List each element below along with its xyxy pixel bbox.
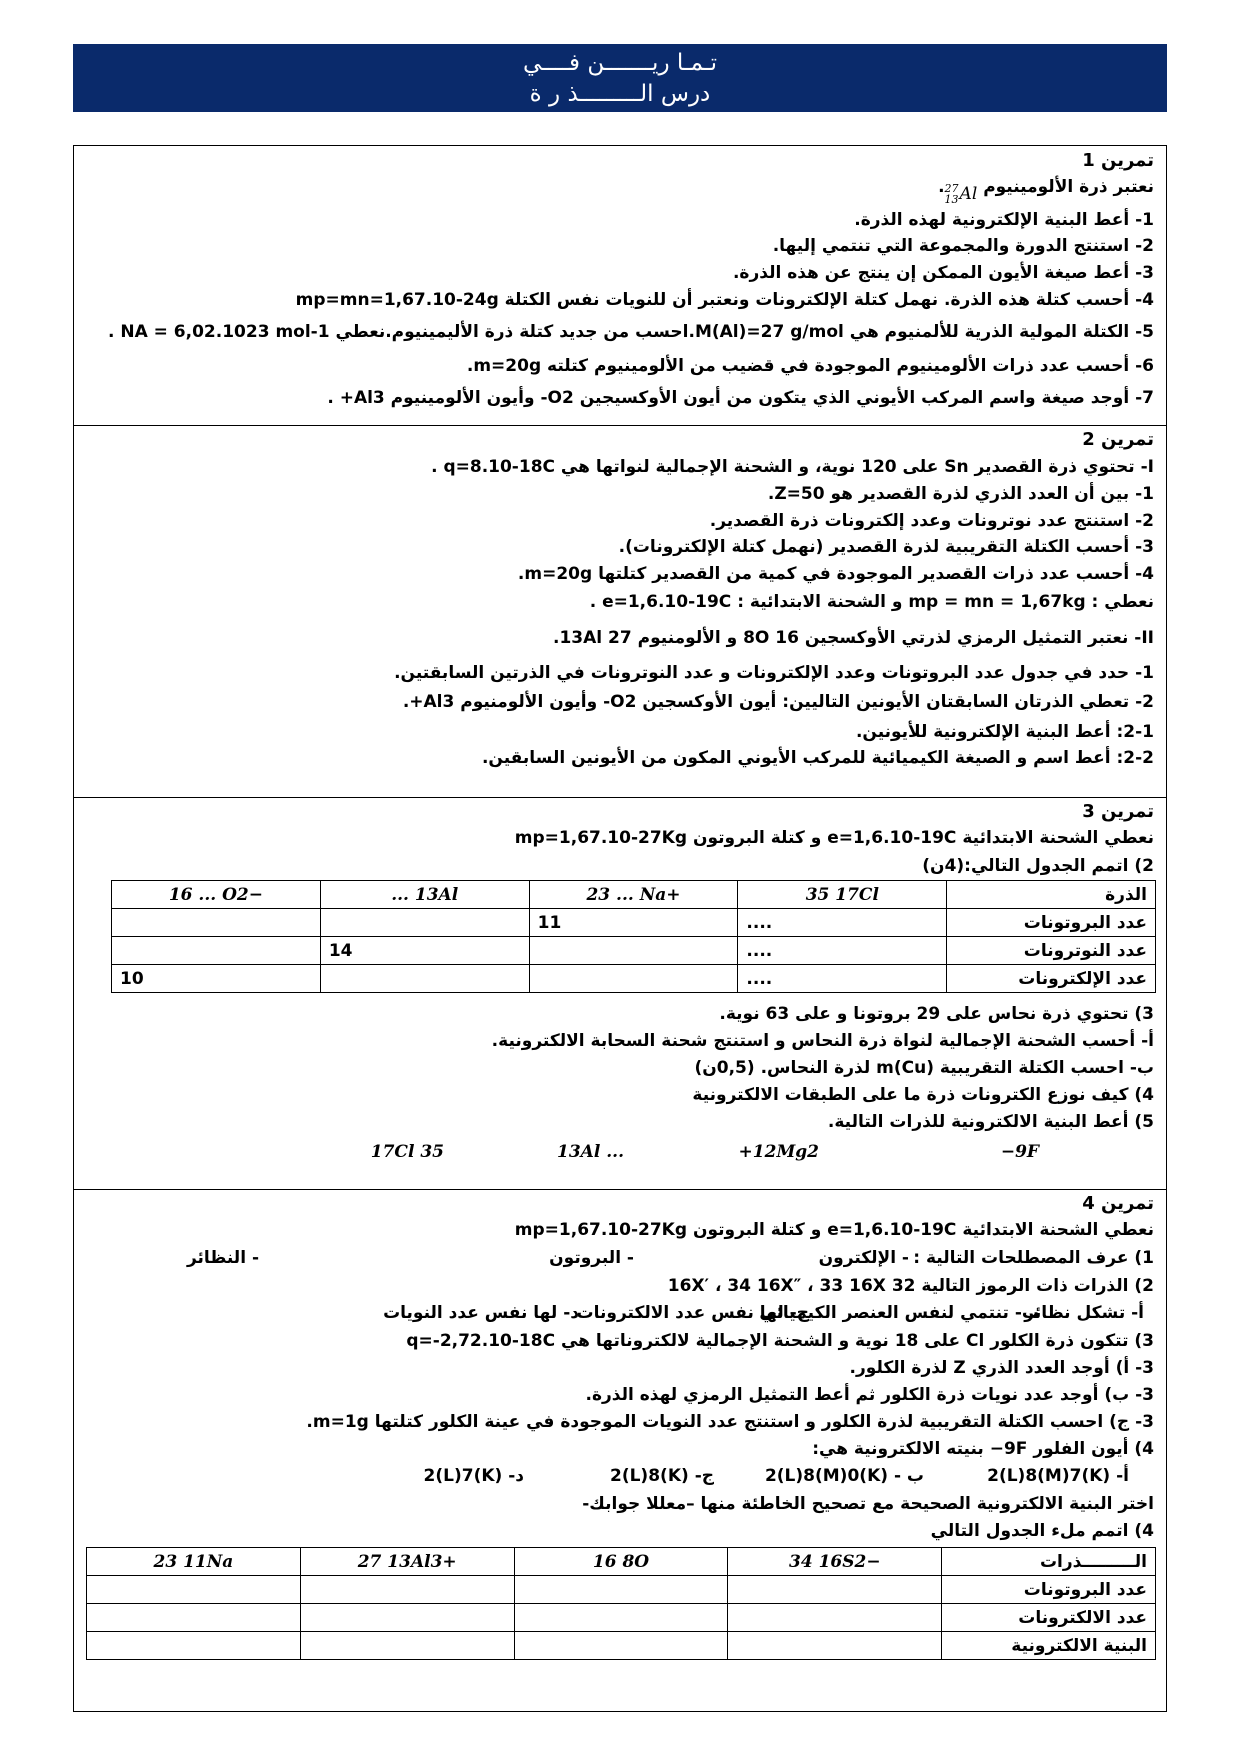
header-line-2: درس الـــــــــذ ر ة — [529, 81, 711, 107]
ex2-ii-q22: 2-2: أعط اسم و الصيغة الكيميائية للمركب الأيوني المكون من الأيونين السابقين. — [481, 748, 1154, 768]
atom-symbol: 35 17Cl — [370, 1142, 444, 1162]
ex3-title: تمرين 3 — [1082, 801, 1154, 822]
table-row — [87, 1576, 1156, 1604]
ex2-q4: 4- أحسب عدد ذرات القصدير الموجودة في كمية من القصدير كتلتها m=20g. — [517, 564, 1154, 584]
table-row — [87, 1604, 1156, 1632]
table-cell — [300, 1576, 514, 1604]
term: - النظائر — [186, 1248, 259, 1268]
ex2-ii-q21: 2-1: أعط البنية الإلكترونية للأيونين. — [855, 722, 1154, 742]
table-col-header: 34 16S2− — [728, 1548, 942, 1576]
table-row-label: عدد النوترونات — [947, 937, 1156, 965]
ex2-ii-q1: 1- حدد في جدول عدد البروتونات وعدد الإلكترونات و عدد النوترونات في الذرتين السابقتين. — [394, 663, 1154, 683]
page-header — [73, 44, 1167, 112]
table-col-header: 35 17Cl — [738, 881, 947, 909]
table-row — [112, 937, 1156, 965]
ex1-q4: 4- أحسب كتلة هذه الذرة. نهمل كتلة الإلكترونات ونعتبر أن للنويات نفس الكتلة mp=mn=1,67.10-24g — [295, 290, 1154, 310]
table-cell — [529, 937, 738, 965]
ex2-title: تمرين 2 — [1082, 429, 1154, 450]
ex4-q4-options — [82, 1464, 1154, 1490]
table-cell — [320, 909, 529, 937]
ex3-atoms — [82, 1140, 1154, 1166]
table-cell — [728, 1576, 942, 1604]
ex4-q1: 1) عرف المصطلحات التالية : — [913, 1248, 1154, 1268]
ex4-given: نعطي الشحنة الابتدائية e=1,6.10-19C و كتلة البروتون mp=1,67.10-27Kg — [514, 1220, 1154, 1240]
ex4-title: تمرين 4 — [1082, 1193, 1154, 1214]
ex4-table — [86, 1547, 1156, 1660]
ex4-q3a: 3- أ) أوجد العدد الذري Z لذرة الكلور. — [849, 1358, 1154, 1378]
ex2-given: نعطي : mp = mn = 1,67kg و الشحنة الابتدائية : e=1,6.10-19C . — [589, 592, 1154, 612]
ex1-q1: 1- أعط البنية الإلكترونية لهذه الذرة. — [854, 210, 1154, 230]
ex1-title: تمرين 1 — [1082, 150, 1154, 171]
table-row-label: عدد البروتونات — [942, 1576, 1156, 1604]
table-cell — [87, 1576, 301, 1604]
table-cell — [87, 1632, 301, 1660]
table-row — [87, 1632, 1156, 1660]
ex4-q3b: 3- ب) أوجد عدد نويات ذرة الكلور ثم أعط التمثيل الرمزي لهذه الذرة. — [585, 1385, 1154, 1405]
table-header-cell: الذرة — [947, 881, 1156, 909]
table-col-header: ... 13Al — [320, 881, 529, 909]
table-col-header: 27 13Al3+ — [300, 1548, 514, 1576]
table-row — [112, 881, 1156, 909]
table-cell: .... — [738, 937, 947, 965]
table-cell — [514, 1632, 728, 1660]
ex3-q5: 5) أعط البنية الالكترونية للذرات التالية. — [827, 1112, 1154, 1132]
table-cell: 10 — [112, 965, 321, 993]
ex1-q5: 5- الكتلة المولية الذرية للألمنيوم هي M(Al)=27 g/mol.احسب من جديد كتلة ذرة الأليمينيوم.نعطي NA = 6,02.1023 mol-1 . — [107, 322, 1154, 342]
table-cell: .... — [738, 965, 947, 993]
ex1-q3: 3- أعط صيغة الأيون الممكن إن ينتج عن هذه الذرة. — [732, 263, 1154, 283]
option: ج- لها نفس عدد الالكترونات — [576, 1303, 809, 1323]
table-col-header: 23 11Na — [87, 1548, 301, 1576]
table-row-label: البنية الالكترونية — [942, 1632, 1156, 1660]
option: د- (K)2(L)7 — [423, 1466, 524, 1486]
ex2-part-i: I- تحتوي ذرة القصدير Sn على 120 نوية، و الشحنة الإجمالية لنواتها هي q=8.10-18C . — [431, 457, 1154, 477]
table-col-header: 16 ... O2− — [112, 881, 321, 909]
exercise-4 — [74, 1190, 1166, 1711]
ex2-q3: 3- أحسب الكتلة التقريبية لذرة القصدير (نهمل كتلة الإلكترونات). — [618, 537, 1154, 557]
table-row-label: عدد الالكترونات — [942, 1604, 1156, 1632]
table-col-header: 16 8O — [514, 1548, 728, 1576]
ex1-q2: 2- استنتج الدورة والمجموعة التي تنتمي إليها. — [772, 236, 1154, 256]
ex4-q2: 2) الذرات ذات الرموز التالية 32 16X′ ، 34 16X″ ، 33 16X — [667, 1276, 1154, 1296]
table-cell — [87, 1604, 301, 1632]
atom-symbol: 12Mg2+ — [738, 1142, 819, 1162]
ex2-part-ii: II- نعتبر التمثيل الرمزي لذرتي الأوكسجين 16 8O و الألومنيوم 27 13Al. — [553, 628, 1154, 648]
exercise-3 — [74, 798, 1166, 1190]
table-row — [112, 909, 1156, 937]
table-cell — [112, 909, 321, 937]
table-cell — [320, 965, 529, 993]
table-cell — [112, 937, 321, 965]
ex2-q1: 1- بين أن العدد الذري لذرة القصدير هو Z=50. — [767, 484, 1154, 504]
ex4-q4: 4) أيون الفلور 9F− بنيته الالكترونية هي: — [812, 1439, 1154, 1459]
table-cell — [514, 1576, 728, 1604]
exercise-1 — [74, 146, 1166, 426]
table-row-label: عدد الإلكترونات — [947, 965, 1156, 993]
term: - البروتون — [549, 1248, 634, 1268]
table-row — [87, 1548, 1156, 1576]
ex4-q1-row — [82, 1246, 1154, 1272]
ex3-given: نعطي الشحنة الابتدائية e=1,6.10-19C و كتلة البروتون mp=1,67.10-27Kg — [514, 828, 1154, 848]
ex1-intro: نعتبر ذرة الألومينيوم 27 13 Al. — [938, 177, 1154, 206]
ex3-q3b: ب- احسب الكتلة التقريبية m(Cu) لذرة النحاس. (0,5ن) — [694, 1058, 1154, 1078]
atom-symbol: ... 13Al — [557, 1142, 624, 1162]
ex1-q6: 6- أحسب عدد ذرات الألومينيوم الموجودة في قضيب من الألومينيوم كتلته m=20g. — [466, 356, 1154, 376]
ex2-q2: 2- استنتج عدد نوترونات وعدد إلكترونات ذرة القصدير. — [709, 511, 1154, 531]
table-cell — [514, 1604, 728, 1632]
table-cell — [300, 1604, 514, 1632]
ex4-q3: 3) تتكون ذرة الكلور Cl على 18 نوية و الشحنة الإجمالية لالكتروناتها هي q=-2,72.10-18C — [406, 1331, 1154, 1351]
ex4-q3c: 3- ج) احسب الكتلة التقريبية لذرة الكلور و استنتج عدد النويات الموجودة في عينة الكلور كتلتها m=1g. — [306, 1412, 1154, 1432]
exercise-sheet — [73, 145, 1167, 1712]
table-cell: 14 — [320, 937, 529, 965]
term: - الإلكترون — [818, 1248, 909, 1268]
table-cell — [300, 1632, 514, 1660]
table-cell: .... — [738, 909, 947, 937]
exercise-2 — [74, 426, 1166, 798]
ex2-ii-q2: 2- تعطي الذرتان السابقتان الأيونين التاليين: أيون الأوكسجين O2- وأيون الألومنيوم Al3+. — [402, 692, 1154, 712]
table-cell — [529, 965, 738, 993]
ex3-table — [111, 880, 1156, 993]
header-line-1: تـمـا ريـــــــن فــــي — [522, 50, 718, 76]
option: أ- تشكل نظائر — [1024, 1303, 1144, 1323]
ex4-q2-options — [82, 1301, 1154, 1327]
table-col-header: 23 ... Na+ — [529, 881, 738, 909]
ex3-q3: 3) تحتوي ذرة نحاس على 29 بروتونا و على 63 نوية. — [719, 1004, 1154, 1024]
table-cell — [728, 1632, 942, 1660]
option: د- لها نفس عدد النويات — [383, 1303, 579, 1323]
ex1-q7: 7- أوجد صيغة واسم المركب الأيوني الذي يتكون من أيون الأوكسيجين O2- وأيون الألومينيوم Al3+ . — [327, 388, 1154, 408]
ex3-q4: 4) كيف نوزع الكترونات ذرة ما على الطبقات الالكترونية — [692, 1085, 1154, 1105]
option: أ- (K)2(L)8(M)7 — [987, 1466, 1129, 1486]
option: ب- تنتمي لنفس العنصر الكيميائي — [759, 1303, 1039, 1323]
table-cell — [728, 1604, 942, 1632]
option: ج- (K)2(L)8 — [610, 1466, 714, 1486]
ex4-q5: 4) اتمم ملء الجدول التالي — [930, 1521, 1154, 1541]
ex3-q3a: أ- أحسب الشحنة الإجمالية لنواة ذرة النحاس و استنتج شحنة السحابة الالكترونية. — [491, 1031, 1154, 1051]
atom-symbol: 9F− — [1000, 1142, 1039, 1162]
table-cell: 11 — [529, 909, 738, 937]
ex4-q4-note: اختر البنية الالكترونية الصحيحة مع تصحيح الخاطئة منها –معللا جوابك- — [582, 1494, 1154, 1514]
table-row-label: عدد البروتونات — [947, 909, 1156, 937]
option: ب - (K)2(L)8(M)0 — [764, 1466, 924, 1486]
table-header-cell: الـــــــــذرات — [942, 1548, 1156, 1576]
ex3-q2: 2) اتمم الجدول التالي:(4ن) — [922, 856, 1154, 876]
table-row — [112, 965, 1156, 993]
